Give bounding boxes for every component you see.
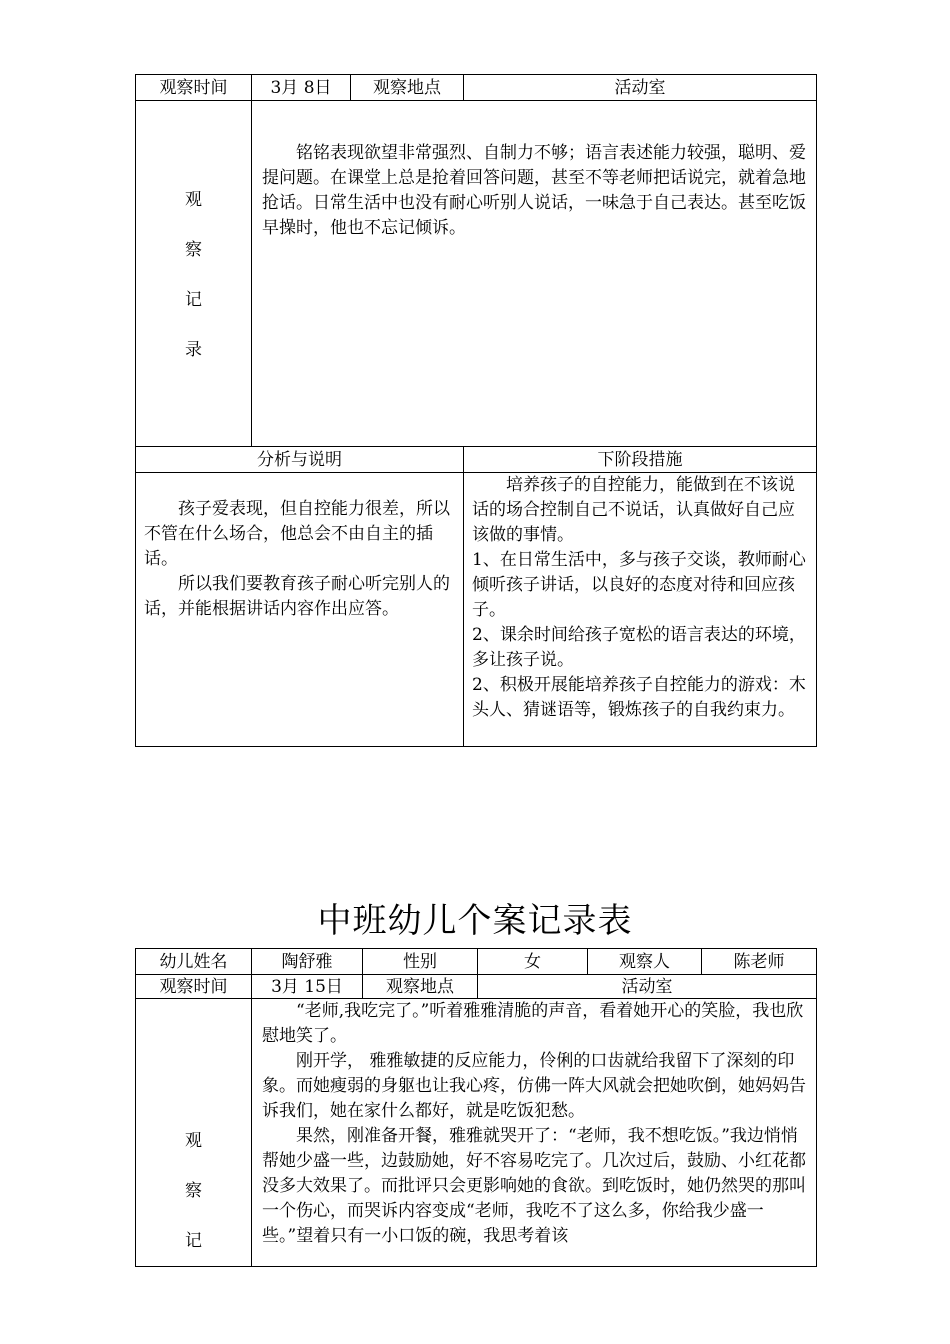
record-label-char: 观 [185, 1131, 202, 1151]
analysis-paragraph: 所以我们要教育孩子耐心听完别人的话，并能根据讲话内容作出应答。 [144, 574, 450, 619]
record-label-char: 察 [185, 1181, 202, 1201]
name-value: 陶舒雅 [252, 949, 363, 975]
record-cell [252, 101, 817, 447]
record-paragraph: “老师,我吃完了。”听着雅雅清脆的声音，看着她开心的笑脸，我也欣慰地笑了。 [262, 1001, 804, 1046]
measures-label: 下阶段措施 [464, 447, 817, 473]
record-label [136, 999, 252, 1267]
record-paragraph: 刚开学， 雅雅敏捷的反应能力，伶俐的口齿就给我留下了深刻的印象。而她瘦弱的身躯也让我心疼，仿佛一阵大风就会把她吹倒，她妈妈告诉我们，她在家什么都好，就是吃饭犯愁。 [262, 1051, 806, 1121]
measures-item: 2、课余时间给孩子宽松的语言表达的环境，多让孩子说。 [472, 625, 806, 670]
time-label: 观察时间 [136, 75, 252, 101]
analysis-paragraph: 孩子爱表现，但自控能力很差，所以不管在什么场合，他总会不由自主的插话。 [144, 499, 450, 569]
record-label-char: 记 [185, 289, 202, 310]
time-label: 观察时间 [136, 975, 252, 999]
place-value: 活动室 [478, 975, 817, 999]
measures-intro: 培养孩子的自控能力，能做到在不该说话的场合控制自己不说话，认真做好自己应该做的事情。 [472, 475, 795, 545]
record-text: 铭铭表现欲望非常强烈、自制力不够；语言表述能力较强，聪明、爱提问题。在课堂上总是抢着回答问题，甚至不等老师把话说完，就着急地抢话。日常生活中也没有耐心听别人说话，一味急于自己表达。甚至吃饭早操时，他也不忘记倾诉。 [262, 143, 806, 238]
record-label-char: 观 [185, 189, 202, 210]
record-label [136, 101, 252, 447]
measures-item: 2、积极开展能培养孩子自控能力的游戏：木头人、猜谜语等，锻炼孩子的自我约束力。 [472, 675, 806, 720]
time-value: 3月 8日 [252, 75, 351, 101]
observation-table-1 [135, 74, 817, 747]
name-label: 幼儿姓名 [136, 949, 252, 975]
observer-value: 陈老师 [702, 949, 817, 975]
time-value: 3月 15日 [252, 975, 363, 999]
record-label-char: 察 [185, 239, 202, 260]
record-cell [252, 999, 817, 1267]
observation-table-2 [135, 948, 817, 1267]
record-label-char: 录 [185, 339, 202, 360]
record-label-char: 记 [185, 1231, 202, 1251]
page-title: 中班幼儿个案记录表 [317, 901, 633, 941]
analysis-label: 分析与说明 [136, 447, 464, 473]
gender-label: 性别 [363, 949, 478, 975]
measures-item: 1、在日常生活中，多与孩子交谈，教师耐心倾听孩子讲话，以良好的态度对待和回应孩子。 [472, 550, 806, 620]
measures-cell [464, 473, 817, 747]
gender-value: 女 [478, 949, 588, 975]
place-value: 活动室 [464, 75, 817, 101]
place-label: 观察地点 [363, 975, 478, 999]
analysis-cell [136, 473, 464, 747]
observer-label: 观察人 [588, 949, 702, 975]
record-paragraph: 果然，刚准备开餐，雅雅就哭开了：“老师，我不想吃饭。”我边悄悄帮她少盛一些，边鼓励她，好不容易吃完了。几次过后，鼓励、小红花都没多大效果了。而批评只会更影响她的食欲。到吃饭时，她仍然哭的那叫一个伤心，而哭诉内容变成“老师，我吃不了这么多，你给我少盛一些。”望着只有一小口饭的碗，我思考着该 [262, 1126, 806, 1246]
place-label: 观察地点 [351, 75, 464, 101]
